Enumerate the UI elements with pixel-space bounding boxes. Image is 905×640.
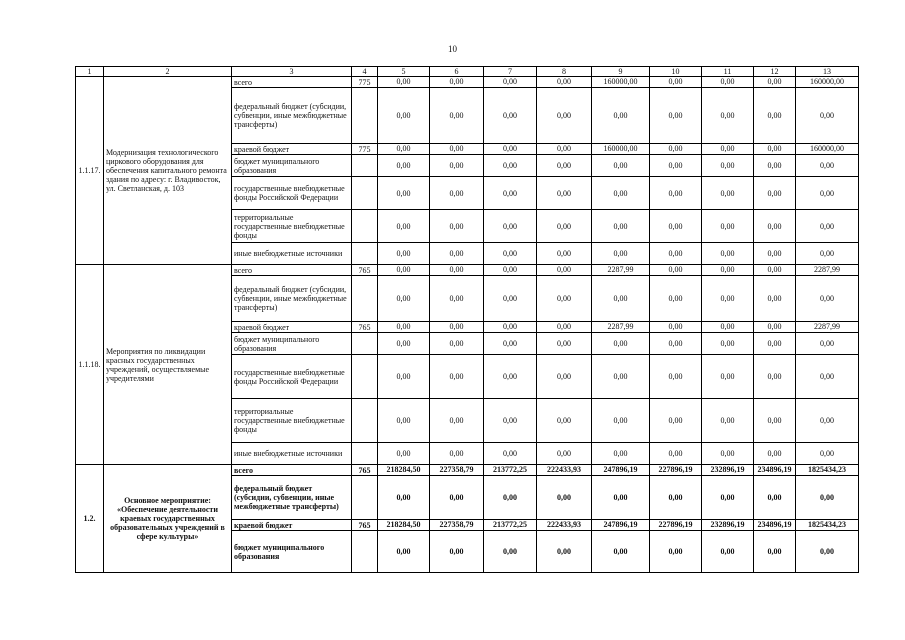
budget-code: 765 bbox=[352, 520, 378, 531]
amount-cell: 0,00 bbox=[650, 476, 702, 520]
amount-cell: 0,00 bbox=[537, 322, 592, 333]
amount-cell: 0,00 bbox=[537, 155, 592, 177]
budget-code: 765 bbox=[352, 465, 378, 476]
amount-cell: 0,00 bbox=[650, 155, 702, 177]
col-header: 4 bbox=[352, 67, 378, 77]
amount-cell: 0,00 bbox=[796, 399, 859, 443]
amount-cell: 0,00 bbox=[592, 243, 650, 265]
amount-cell: 0,00 bbox=[484, 144, 537, 155]
amount-cell: 0,00 bbox=[754, 399, 796, 443]
amount-cell: 222433,93 bbox=[537, 520, 592, 531]
amount-cell: 234896,19 bbox=[754, 465, 796, 476]
amount-cell: 0,00 bbox=[484, 322, 537, 333]
amount-cell: 0,00 bbox=[754, 210, 796, 243]
amount-cell: 0,00 bbox=[754, 177, 796, 210]
amount-cell: 0,00 bbox=[537, 443, 592, 465]
amount-cell: 222433,93 bbox=[537, 465, 592, 476]
amount-cell: 0,00 bbox=[430, 265, 484, 276]
amount-cell: 247896,19 bbox=[592, 465, 650, 476]
budget-code bbox=[352, 177, 378, 210]
amount-cell: 0,00 bbox=[537, 265, 592, 276]
budget-code bbox=[352, 210, 378, 243]
col-header: 5 bbox=[378, 67, 430, 77]
amount-cell: 0,00 bbox=[537, 276, 592, 322]
amount-cell: 2287,99 bbox=[592, 322, 650, 333]
header-row bbox=[76, 67, 859, 77]
amount-cell: 0,00 bbox=[754, 88, 796, 144]
amount-cell: 0,00 bbox=[650, 322, 702, 333]
amount-cell: 0,00 bbox=[430, 333, 484, 355]
amount-cell: 0,00 bbox=[650, 355, 702, 399]
funding-source: государственные внебюджетные фонды Российской Федерации bbox=[232, 355, 352, 399]
amount-cell: 0,00 bbox=[378, 531, 430, 573]
activity-name: Модернизация технологического циркового оборудования для обеспечения капитального ремонта здания по адресу: г. Владивосток, ул. Светланская, д. 103 bbox=[104, 77, 232, 265]
amount-cell: 0,00 bbox=[702, 265, 754, 276]
amount-cell: 0,00 bbox=[378, 265, 430, 276]
amount-cell: 0,00 bbox=[754, 144, 796, 155]
amount-cell: 0,00 bbox=[702, 77, 754, 88]
amount-cell: 0,00 bbox=[592, 88, 650, 144]
amount-cell: 0,00 bbox=[484, 531, 537, 573]
amount-cell: 0,00 bbox=[592, 333, 650, 355]
amount-cell: 0,00 bbox=[754, 155, 796, 177]
amount-cell: 0,00 bbox=[378, 476, 430, 520]
amount-cell: 0,00 bbox=[796, 155, 859, 177]
amount-cell: 0,00 bbox=[796, 276, 859, 322]
amount-cell: 213772,25 bbox=[484, 465, 537, 476]
amount-cell: 0,00 bbox=[754, 355, 796, 399]
col-header: 1 bbox=[76, 67, 104, 77]
funding-source: бюджет муниципального образования bbox=[232, 531, 352, 573]
amount-cell: 0,00 bbox=[484, 355, 537, 399]
amount-cell: 0,00 bbox=[650, 210, 702, 243]
amount-cell: 0,00 bbox=[592, 531, 650, 573]
amount-cell: 227896,19 bbox=[650, 520, 702, 531]
budget-code bbox=[352, 243, 378, 265]
budget-code: 765 bbox=[352, 322, 378, 333]
col-header: 13 bbox=[796, 67, 859, 77]
amount-cell: 0,00 bbox=[378, 399, 430, 443]
amount-cell: 0,00 bbox=[378, 144, 430, 155]
amount-cell: 0,00 bbox=[754, 276, 796, 322]
amount-cell: 160000,00 bbox=[592, 144, 650, 155]
item-number: 1.2. bbox=[76, 465, 104, 573]
amount-cell: 0,00 bbox=[484, 88, 537, 144]
amount-cell: 0,00 bbox=[378, 322, 430, 333]
amount-cell: 0,00 bbox=[650, 333, 702, 355]
amount-cell: 0,00 bbox=[537, 333, 592, 355]
amount-cell: 0,00 bbox=[484, 476, 537, 520]
funding-source: краевой бюджет bbox=[232, 144, 352, 155]
amount-cell: 160000,00 bbox=[796, 144, 859, 155]
amount-cell: 0,00 bbox=[702, 177, 754, 210]
amount-cell: 218284,50 bbox=[378, 465, 430, 476]
budget-code bbox=[352, 399, 378, 443]
funding-source: иные внебюджетные источники bbox=[232, 443, 352, 465]
amount-cell: 0,00 bbox=[430, 276, 484, 322]
amount-cell: 0,00 bbox=[796, 355, 859, 399]
amount-cell: 0,00 bbox=[592, 155, 650, 177]
amount-cell: 0,00 bbox=[378, 177, 430, 210]
activity-name: Основное мероприятие: «Обеспечение деятельности краевых государственных образовательных учреждений в сфере культуры» bbox=[104, 465, 232, 573]
funding-source: территориальные государственные внебюджетные фонды bbox=[232, 399, 352, 443]
amount-cell: 0,00 bbox=[378, 210, 430, 243]
amount-cell: 0,00 bbox=[796, 88, 859, 144]
amount-cell: 0,00 bbox=[537, 243, 592, 265]
amount-cell: 227358,79 bbox=[430, 520, 484, 531]
amount-cell: 0,00 bbox=[702, 531, 754, 573]
amount-cell: 0,00 bbox=[430, 322, 484, 333]
amount-cell: 0,00 bbox=[430, 399, 484, 443]
item-number: 1.1.17. bbox=[76, 77, 104, 265]
group-1 bbox=[76, 77, 859, 265]
budget-code bbox=[352, 333, 378, 355]
amount-cell: 160000,00 bbox=[796, 77, 859, 88]
amount-cell: 2287,99 bbox=[592, 265, 650, 276]
budget-code bbox=[352, 88, 378, 144]
amount-cell: 0,00 bbox=[592, 443, 650, 465]
amount-cell: 0,00 bbox=[484, 155, 537, 177]
table-row bbox=[76, 265, 859, 276]
amount-cell: 0,00 bbox=[378, 243, 430, 265]
amount-cell: 0,00 bbox=[754, 243, 796, 265]
amount-cell: 0,00 bbox=[796, 210, 859, 243]
amount-cell: 0,00 bbox=[378, 88, 430, 144]
amount-cell: 0,00 bbox=[650, 177, 702, 210]
table-row bbox=[76, 77, 859, 88]
amount-cell: 0,00 bbox=[430, 476, 484, 520]
amount-cell: 0,00 bbox=[650, 265, 702, 276]
amount-cell: 0,00 bbox=[702, 322, 754, 333]
col-header: 7 bbox=[484, 67, 537, 77]
amount-cell: 0,00 bbox=[484, 399, 537, 443]
activity-name: Мероприятия по ликвидации красных государственных учреждений, осуществляемые учредителями bbox=[104, 265, 232, 465]
budget-code bbox=[352, 355, 378, 399]
amount-cell: 0,00 bbox=[650, 88, 702, 144]
amount-cell: 0,00 bbox=[592, 399, 650, 443]
amount-cell: 232896,19 bbox=[702, 465, 754, 476]
amount-cell: 0,00 bbox=[650, 243, 702, 265]
amount-cell: 0,00 bbox=[592, 355, 650, 399]
amount-cell: 0,00 bbox=[430, 243, 484, 265]
amount-cell: 0,00 bbox=[754, 322, 796, 333]
amount-cell: 0,00 bbox=[378, 77, 430, 88]
col-header: 12 bbox=[754, 67, 796, 77]
amount-cell: 0,00 bbox=[430, 355, 484, 399]
funding-source: всего bbox=[232, 265, 352, 276]
table-header bbox=[76, 67, 859, 77]
col-header: 10 bbox=[650, 67, 702, 77]
amount-cell: 0,00 bbox=[650, 144, 702, 155]
amount-cell: 0,00 bbox=[650, 531, 702, 573]
amount-cell: 0,00 bbox=[592, 177, 650, 210]
amount-cell: 0,00 bbox=[537, 88, 592, 144]
amount-cell: 160000,00 bbox=[592, 77, 650, 88]
amount-cell: 0,00 bbox=[537, 531, 592, 573]
funding-source: всего bbox=[232, 77, 352, 88]
amount-cell: 0,00 bbox=[592, 210, 650, 243]
amount-cell: 0,00 bbox=[537, 210, 592, 243]
col-header: 9 bbox=[592, 67, 650, 77]
amount-cell: 0,00 bbox=[430, 77, 484, 88]
page-number: 10 bbox=[448, 44, 457, 54]
amount-cell: 0,00 bbox=[650, 276, 702, 322]
amount-cell: 0,00 bbox=[702, 243, 754, 265]
amount-cell: 0,00 bbox=[378, 443, 430, 465]
funding-source: иные внебюджетные источники bbox=[232, 243, 352, 265]
amount-cell: 0,00 bbox=[592, 276, 650, 322]
amount-cell: 0,00 bbox=[754, 333, 796, 355]
amount-cell: 0,00 bbox=[702, 399, 754, 443]
budget-code bbox=[352, 155, 378, 177]
col-header: 11 bbox=[702, 67, 754, 77]
amount-cell: 0,00 bbox=[537, 177, 592, 210]
budget-code bbox=[352, 531, 378, 573]
amount-cell: 0,00 bbox=[702, 443, 754, 465]
amount-cell: 213772,25 bbox=[484, 520, 537, 531]
amount-cell: 0,00 bbox=[484, 265, 537, 276]
funding-source: бюджет муниципального образования bbox=[232, 333, 352, 355]
amount-cell: 0,00 bbox=[754, 265, 796, 276]
amount-cell: 0,00 bbox=[378, 155, 430, 177]
amount-cell: 0,00 bbox=[702, 155, 754, 177]
amount-cell: 218284,50 bbox=[378, 520, 430, 531]
budget-table bbox=[75, 66, 859, 573]
amount-cell: 227896,19 bbox=[650, 465, 702, 476]
funding-source: федеральный бюджет (субсидии, субвенции, иные межбюджетные трансферты) bbox=[232, 476, 352, 520]
amount-cell: 0,00 bbox=[702, 476, 754, 520]
amount-cell: 0,00 bbox=[796, 177, 859, 210]
amount-cell: 0,00 bbox=[796, 476, 859, 520]
amount-cell: 0,00 bbox=[702, 144, 754, 155]
amount-cell: 0,00 bbox=[378, 276, 430, 322]
amount-cell: 0,00 bbox=[430, 155, 484, 177]
amount-cell: 1825434,23 bbox=[796, 465, 859, 476]
funding-source: федеральный бюджет (субсидии, субвенции, иные межбюджетные трансферты) bbox=[232, 276, 352, 322]
amount-cell: 0,00 bbox=[484, 443, 537, 465]
amount-cell: 0,00 bbox=[430, 210, 484, 243]
funding-source: всего bbox=[232, 465, 352, 476]
amount-cell: 0,00 bbox=[537, 144, 592, 155]
amount-cell: 227358,79 bbox=[430, 465, 484, 476]
amount-cell: 0,00 bbox=[378, 355, 430, 399]
amount-cell: 2287,99 bbox=[796, 322, 859, 333]
col-header: 8 bbox=[537, 67, 592, 77]
amount-cell: 0,00 bbox=[430, 144, 484, 155]
col-header: 6 bbox=[430, 67, 484, 77]
amount-cell: 0,00 bbox=[754, 531, 796, 573]
amount-cell: 0,00 bbox=[754, 77, 796, 88]
amount-cell: 0,00 bbox=[796, 531, 859, 573]
amount-cell: 1825434,23 bbox=[796, 520, 859, 531]
amount-cell: 0,00 bbox=[484, 177, 537, 210]
table-row bbox=[76, 465, 859, 476]
amount-cell: 0,00 bbox=[430, 531, 484, 573]
item-number: 1.1.18. bbox=[76, 265, 104, 465]
budget-code bbox=[352, 276, 378, 322]
amount-cell: 0,00 bbox=[702, 88, 754, 144]
col-header: 3 bbox=[232, 67, 352, 77]
funding-source: государственные внебюджетные фонды Российской Федерации bbox=[232, 177, 352, 210]
amount-cell: 0,00 bbox=[484, 210, 537, 243]
amount-cell: 0,00 bbox=[537, 77, 592, 88]
amount-cell: 0,00 bbox=[650, 77, 702, 88]
amount-cell: 0,00 bbox=[702, 276, 754, 322]
budget-code bbox=[352, 443, 378, 465]
amount-cell: 0,00 bbox=[484, 276, 537, 322]
amount-cell: 0,00 bbox=[592, 476, 650, 520]
funding-source: территориальные государственные внебюджетные фонды bbox=[232, 210, 352, 243]
budget-code: 775 bbox=[352, 77, 378, 88]
amount-cell: 247896,19 bbox=[592, 520, 650, 531]
amount-cell: 2287,99 bbox=[796, 265, 859, 276]
amount-cell: 0,00 bbox=[430, 443, 484, 465]
group-3 bbox=[76, 465, 859, 573]
funding-source: краевой бюджет bbox=[232, 520, 352, 531]
budget-code: 775 bbox=[352, 144, 378, 155]
amount-cell: 0,00 bbox=[537, 399, 592, 443]
amount-cell: 0,00 bbox=[537, 355, 592, 399]
amount-cell: 0,00 bbox=[796, 443, 859, 465]
amount-cell: 0,00 bbox=[650, 399, 702, 443]
funding-source: краевой бюджет bbox=[232, 322, 352, 333]
amount-cell: 0,00 bbox=[702, 333, 754, 355]
funding-source: бюджет муниципального образования bbox=[232, 155, 352, 177]
amount-cell: 0,00 bbox=[537, 476, 592, 520]
group-2 bbox=[76, 265, 859, 465]
budget-code: 765 bbox=[352, 265, 378, 276]
amount-cell: 0,00 bbox=[484, 333, 537, 355]
amount-cell: 0,00 bbox=[484, 243, 537, 265]
amount-cell: 0,00 bbox=[754, 476, 796, 520]
funding-source: федеральный бюджет (субсидии, субвенции, иные межбюджетные трансферты) bbox=[232, 88, 352, 144]
amount-cell: 0,00 bbox=[702, 355, 754, 399]
amount-cell: 0,00 bbox=[796, 243, 859, 265]
amount-cell: 0,00 bbox=[484, 77, 537, 88]
amount-cell: 0,00 bbox=[650, 443, 702, 465]
budget-code bbox=[352, 476, 378, 520]
amount-cell: 0,00 bbox=[754, 443, 796, 465]
col-header: 2 bbox=[104, 67, 232, 77]
amount-cell: 0,00 bbox=[430, 88, 484, 144]
amount-cell: 0,00 bbox=[430, 177, 484, 210]
amount-cell: 0,00 bbox=[702, 210, 754, 243]
amount-cell: 0,00 bbox=[796, 333, 859, 355]
amount-cell: 234896,19 bbox=[754, 520, 796, 531]
amount-cell: 232896,19 bbox=[702, 520, 754, 531]
amount-cell: 0,00 bbox=[378, 333, 430, 355]
